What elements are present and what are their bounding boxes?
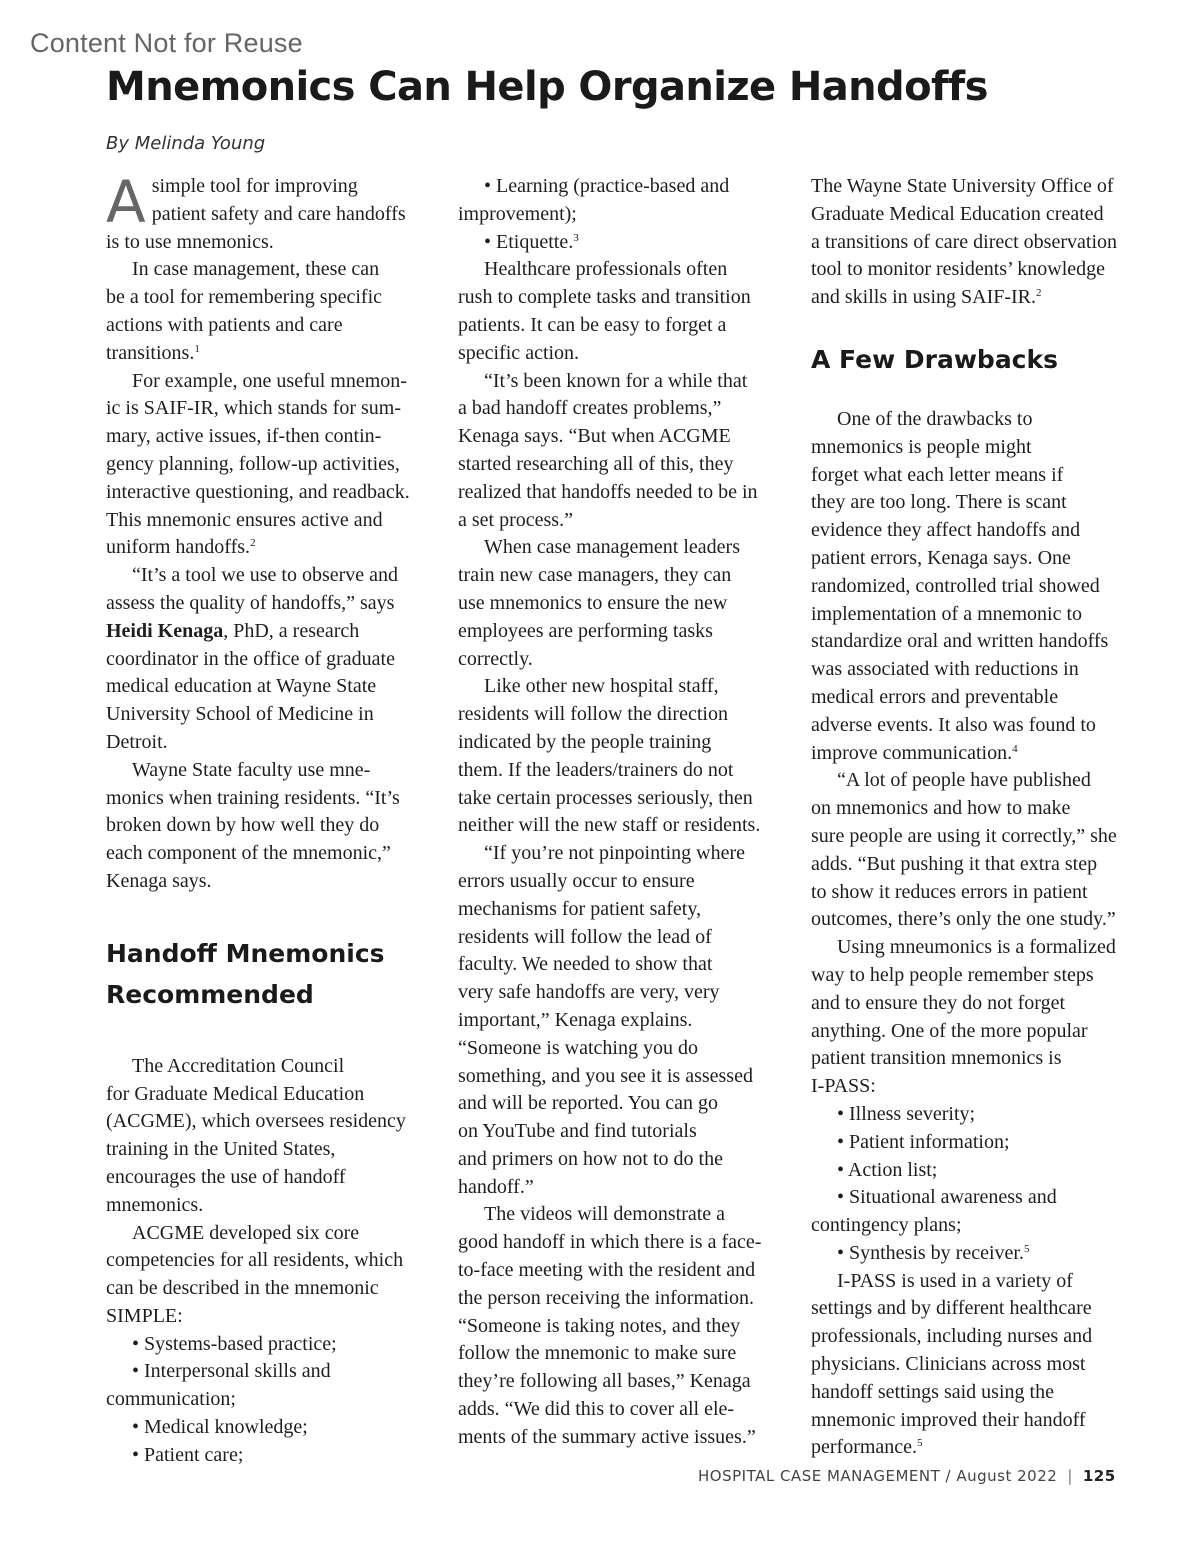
text-line: Graduate Medical Education created [811, 202, 1104, 225]
text-line: When case management leaders [484, 536, 740, 559]
list-item: • Patient information; [837, 1130, 1010, 1153]
text-line: can be described in the mnemonic [106, 1277, 379, 1300]
text-line: handoff settings said using the [811, 1380, 1054, 1403]
text-line: patient transition mnemonics is [811, 1047, 1062, 1070]
bullet-list [811, 1101, 1136, 1268]
list-item: • Systems-based practice; [132, 1332, 337, 1355]
text-line: SIMPLE: [106, 1304, 183, 1327]
text-line: transitions.$^1$ [106, 341, 200, 364]
person-name: Heidi Kenaga [106, 619, 224, 642]
text-line: a transitions of care direct observation [811, 230, 1117, 253]
text-line: was associated with reductions in [811, 658, 1079, 681]
text-line: mechanisms for patient safety, [458, 897, 702, 920]
watermark: Content Not for Reuse [30, 28, 303, 58]
text-line: For example, one useful mnemon- [132, 369, 407, 392]
text-line: professionals, including nurses and [811, 1325, 1093, 1348]
text-line: performance.$^5$ [811, 1436, 923, 1459]
text-line: sure people are using it correctly,” she [811, 824, 1117, 847]
text-line: specific action. [458, 341, 580, 364]
text-line: encourages the use of handoff [106, 1165, 346, 1188]
text-line: training in the United States, [106, 1138, 336, 1161]
page-number: 125 [1082, 1467, 1116, 1485]
text-line: interactive questioning, and readback. [106, 480, 410, 503]
list-item: • Synthesis by receiver.$^5$ [837, 1241, 1030, 1264]
paragraph [458, 840, 778, 1201]
paragraph [458, 256, 778, 367]
text-line: errors usually occur to ensure [458, 869, 695, 892]
text-line: very safe handoffs are very, very [458, 981, 720, 1004]
section-heading [106, 933, 426, 1015]
text-line: settings and by different healthcare [811, 1297, 1092, 1320]
text-line: residents will follow the direction [458, 703, 728, 726]
text-line: mary, active issues, if-then contin- [106, 425, 382, 448]
list-item: • Patient care; [132, 1443, 244, 1466]
text-line: forget what each letter means if [811, 463, 1064, 486]
text-line: standardize oral and written handoffs [811, 630, 1109, 653]
text-line: ic is SAIF-IR, which stands for sum- [106, 397, 401, 420]
text-line: the person receiving the information. [458, 1286, 755, 1309]
text-line: (ACGME), which oversees residency [106, 1110, 406, 1133]
paragraph [811, 406, 1136, 767]
text-line: patients. It can be easy to forget a [458, 313, 727, 336]
text-line: Healthcare professionals often [484, 258, 728, 281]
text-line: on mnemonics and how to make [811, 797, 1071, 820]
heading-line: A Few Drawbacks [811, 344, 1059, 374]
text-line: train new case managers, they can [458, 564, 732, 587]
footer-separator: | [1067, 1467, 1073, 1485]
list-item: • Action list; [837, 1158, 938, 1181]
text-line: Like other new hospital staff, [484, 675, 719, 698]
text-line: patient errors, Kenaga says. One [811, 546, 1071, 569]
text-line: ments of the summary active issues.” [458, 1425, 756, 1448]
text-line: “If you’re not pinpointing where [484, 842, 746, 865]
text-line: The Wayne State University Office of [811, 175, 1114, 197]
text-line: patient safety and care handoffs [151, 202, 406, 225]
paragraph [106, 1220, 426, 1331]
paragraph [106, 168, 426, 256]
text-line: a set process.” [458, 508, 573, 531]
text-line: Using mneumonics is a formalized [837, 936, 1116, 959]
text-line: be a tool for remembering specific [106, 286, 382, 309]
text-line: Kenaga says. [106, 869, 212, 892]
text-line: something, and you see it is assessed [458, 1064, 753, 1087]
text-line: broken down by how well they do [106, 814, 380, 837]
text-line: started researching all of this, they [458, 452, 734, 475]
text-line: The Accreditation Council [132, 1054, 345, 1077]
paragraph [811, 173, 1136, 312]
text-line: Kenaga says. “But when ACGME [458, 425, 731, 448]
text-line: This mnemonic ensures active and [106, 508, 383, 531]
text-line: rush to complete tasks and transition [458, 286, 751, 309]
text-line: ACGME developed six core [132, 1221, 360, 1244]
text-line: faculty. We needed to show that [458, 953, 713, 976]
citation-ref: 5 [1023, 1242, 1030, 1255]
text-line: Heidi Kenaga, PhD, a research [106, 619, 360, 642]
section-heading [811, 342, 1136, 378]
text-line: they’re following all bases,” Kenaga [458, 1370, 751, 1393]
list-item: • Etiquette.$^3$ [484, 230, 579, 253]
text-line: assess the quality of handoffs,” says [106, 591, 395, 614]
text-line: on YouTube and find tutorials [458, 1120, 697, 1143]
paragraph [106, 368, 426, 563]
text-line: Wayne State faculty use mne- [132, 758, 371, 781]
text-line: randomized, controlled trial showed [811, 574, 1100, 597]
text-line: gency planning, follow-up activities, [106, 452, 400, 475]
list-item: • Learning (practice-based and [484, 175, 730, 197]
article-title: Mnemonics Can Help Organize Handoffs [106, 64, 988, 110]
text-line: outcomes, there’s only the one study.” [811, 908, 1116, 931]
paragraph [458, 673, 778, 840]
text-line: to show it reduces errors in patient [811, 880, 1088, 903]
text-line: adverse events. It also was found to [811, 713, 1096, 736]
citation-ref: 1 [194, 342, 200, 355]
text-line: neither will the new staff or residents. [458, 814, 761, 837]
paragraph [458, 534, 778, 673]
citation-ref: 5 [917, 1437, 923, 1450]
text-line: correctly. [458, 647, 533, 670]
paragraph [106, 1053, 426, 1220]
text-line: a bad handoff creates problems,” [458, 397, 722, 420]
text-line: each component of the mnemonic,” [106, 842, 391, 865]
text-line: implementation of a mnemonic to [811, 602, 1083, 625]
text-line: Detroit. [106, 730, 168, 753]
paragraph [811, 934, 1136, 1101]
column-3 [811, 173, 1136, 1462]
paragraph [811, 767, 1136, 934]
paragraph [458, 368, 778, 535]
text-line: adds. “We did this to cover all ele- [458, 1398, 735, 1421]
text-line: uniform handoffs.$^2$ [106, 536, 256, 559]
text-line: them. If the leaders/trainers do not [458, 758, 734, 781]
text-line: and skills in using SAIF-IR.$^2$ [811, 286, 1042, 309]
paragraph [106, 256, 426, 367]
text-line: “A lot of people have published [837, 769, 1091, 792]
text-line: “Someone is watching you do [458, 1036, 698, 1059]
text-line: The videos will demonstrate a [484, 1203, 726, 1226]
heading-line: Recommended [106, 979, 314, 1009]
text-line: for Graduate Medical Education [106, 1082, 365, 1105]
heading-line: Handoff Mnemonics [106, 938, 385, 968]
text-line: medical education at Wayne State [106, 675, 377, 698]
list-item: • Interpersonal skills and [132, 1360, 331, 1383]
text-line: I-PASS: [811, 1075, 876, 1098]
text-line: evidence they affect handoffs and [811, 519, 1081, 542]
paragraph [106, 757, 426, 896]
text-line: One of the drawbacks to [837, 407, 1033, 430]
citation-ref: 4 [1012, 742, 1018, 755]
byline: By Melinda Young [106, 133, 266, 154]
text-line: mnemonics is people might [811, 435, 1032, 458]
text-line: adds. “But pushing it that extra step [811, 852, 1098, 875]
text-line: employees are performing tasks [458, 619, 713, 642]
text-line: tool to monitor residents’ knowledge [811, 258, 1106, 281]
text-line: important,” Kenaga explains. [458, 1008, 693, 1031]
bullet-list [106, 1331, 426, 1470]
text-line: use mnemonics to ensure the new [458, 591, 728, 614]
text-line: anything. One of the more popular [811, 1019, 1088, 1042]
drop-cap: A [106, 168, 146, 236]
text-line: and will be reported. You can go [458, 1092, 718, 1115]
text-line: way to help people remember steps [811, 963, 1094, 986]
text-line: coordinator in the office of graduate [106, 647, 395, 670]
text-line: I-PASS is used in a variety of [837, 1269, 1073, 1292]
text-line: In case management, these can [132, 258, 380, 281]
text-line: good handoff in which there is a face- [458, 1231, 762, 1254]
text-line: “It’s been known for a while that [484, 369, 748, 392]
text-line: competencies for all residents, which [106, 1249, 404, 1272]
paragraph [458, 1201, 778, 1451]
bullet-list [458, 173, 778, 256]
text-line: realized that handoffs needed to be in [458, 480, 758, 503]
list-item-continuation: improvement); [458, 202, 577, 225]
text-line: residents will follow the lead of [458, 925, 712, 948]
text-line: and to ensure they do not forget [811, 991, 1066, 1014]
text-line: actions with patients and care [106, 313, 343, 336]
list-item: • Situational awareness and [837, 1186, 1057, 1209]
text-line: and primers on how not to do the [458, 1147, 723, 1170]
paragraph [811, 1268, 1136, 1463]
text-line: monics when training residents. “It’s [106, 786, 400, 809]
list-item-continuation: communication; [106, 1388, 236, 1411]
text-line: take certain processes seriously, then [458, 786, 753, 809]
citation-ref: 2 [1036, 287, 1042, 300]
list-item-continuation: contingency plans; [811, 1214, 962, 1237]
text-line: mnemonics. [106, 1193, 204, 1216]
page-footer [698, 1467, 1116, 1485]
text-line: simple tool for improving [151, 175, 358, 197]
text-line: they are too long. There is scant [811, 491, 1067, 514]
column-1 [106, 168, 426, 1470]
list-item: • Medical knowledge; [132, 1416, 308, 1439]
text-line: medical errors and preventable [811, 685, 1059, 708]
citation-ref: 3 [573, 231, 579, 244]
list-item: • Illness severity; [837, 1102, 976, 1125]
text-line: follow the mnemonic to make sure [458, 1342, 737, 1365]
text-line: handoff.” [458, 1175, 534, 1198]
paragraph [106, 562, 426, 757]
citation-ref: 2 [250, 537, 256, 550]
text-line: improve communication.$^4$ [811, 741, 1018, 764]
text-line: indicated by the people training [458, 730, 712, 753]
text-line: to-face meeting with the resident and [458, 1259, 756, 1282]
text-line: University School of Medicine in [106, 703, 374, 726]
text-line: physicians. Clinicians across most [811, 1353, 1086, 1376]
text-line: is to use mnemonics. [106, 230, 274, 253]
publication-name: HOSPITAL CASE MANAGEMENT / August 2022 [698, 1467, 1058, 1485]
text-line: “It’s a tool we use to observe and [132, 564, 399, 587]
text-line: “Someone is taking notes, and they [458, 1314, 741, 1337]
column-2 [458, 173, 778, 1452]
text-line: mnemonic improved their handoff [811, 1408, 1086, 1431]
